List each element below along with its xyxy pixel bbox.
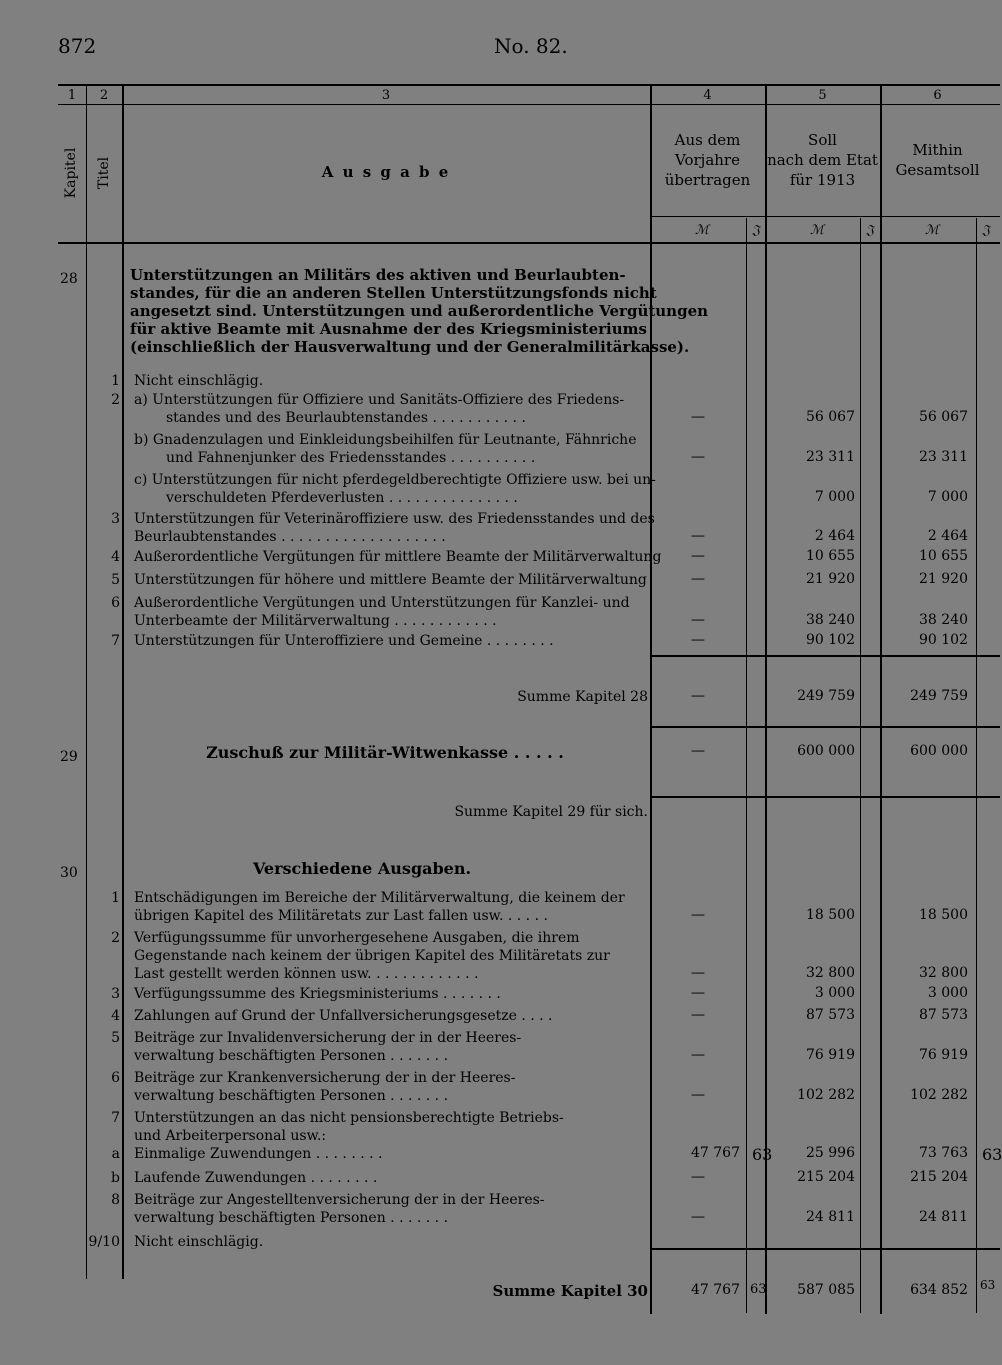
description-line: Außerordentliche Vergütungen für mittlere Beamte der Militärverwaltung xyxy=(134,549,662,565)
unit-pf-6: 𝔍 xyxy=(982,223,990,238)
value-c4: — xyxy=(691,907,705,923)
row-description xyxy=(134,372,263,390)
sum-rule xyxy=(650,655,1000,657)
description-line: Zahlungen auf Grund der Unfallversicherungsgesetze . . . . xyxy=(134,1008,553,1024)
row-description xyxy=(134,594,630,630)
row-description xyxy=(134,471,656,507)
value-c6: 32 800 xyxy=(919,965,968,981)
page-number: 872 xyxy=(58,34,97,58)
value-c4: — xyxy=(691,528,705,544)
value-c5: 24 811 xyxy=(806,1209,855,1225)
value-c6: 7 000 xyxy=(927,489,968,505)
col-num-5: 5 xyxy=(818,88,827,103)
row-description xyxy=(134,929,610,983)
value-c5: 76 919 xyxy=(806,1047,855,1063)
value-c4: — xyxy=(691,449,705,465)
description-line: Beiträge zur Invalidenversicherung der in der Heeres- xyxy=(134,1030,522,1046)
value-c6: 18 500 xyxy=(919,907,968,923)
description-line: Gegenstande nach keinem der übrigen Kapitel des Militäretats zur xyxy=(134,948,610,964)
value-c5: 56 067 xyxy=(806,409,855,425)
sum-c4-pf: 63 xyxy=(750,1282,767,1297)
value-c6: 10 655 xyxy=(919,548,968,564)
description-line: Laufende Zuwendungen . . . . . . . . xyxy=(134,1170,378,1186)
titel-number: 1 xyxy=(111,373,120,389)
kapitel-number: 29 xyxy=(60,749,78,765)
header-col5-line: für 1913 xyxy=(789,171,856,189)
sum-c6-pf: 63 xyxy=(980,1278,996,1292)
description-line: standes und des Beurlaubtenstandes . . . . . . . . . . . xyxy=(166,410,526,426)
header-col6-line: Mithin xyxy=(912,141,963,159)
header-col4-line: Vorjahre xyxy=(675,151,740,169)
pf-divider-6 xyxy=(976,218,977,1313)
col-num-2: 2 xyxy=(99,88,109,103)
col-divider-2 xyxy=(122,84,124,1279)
heading-line: für aktive Beamte mit Ausnahme der des Kriegsministeriums xyxy=(130,320,647,338)
titel-number: 7 xyxy=(111,633,120,649)
value-c6: 73 763 xyxy=(919,1145,968,1161)
description-line: Verfügungssumme des Kriegsministeriums . . . . . . . xyxy=(134,986,501,1002)
value-c4: — xyxy=(691,571,705,587)
value-c4: — xyxy=(691,985,705,1001)
sum-c5: 587 085 xyxy=(797,1282,855,1298)
sum-rule xyxy=(650,726,1000,728)
header-col6-line: Gesamtsoll xyxy=(895,161,980,179)
titel-number: 2 xyxy=(111,392,120,408)
unit-mark-4: ℳ xyxy=(695,223,709,238)
kapitel-number: 30 xyxy=(60,865,78,881)
sum-c6: 249 759 xyxy=(910,688,968,704)
value-c4: — xyxy=(691,1007,705,1023)
sum-rule xyxy=(650,796,1000,798)
row-description xyxy=(134,632,554,650)
value-c6: 56 067 xyxy=(919,409,968,425)
value-c5: 38 240 xyxy=(806,612,855,628)
pf-divider-5 xyxy=(860,218,861,1313)
column-number-rule xyxy=(58,104,1000,105)
titel-number: 3 xyxy=(111,986,120,1002)
sum-rule xyxy=(650,1248,1000,1250)
section-heading xyxy=(130,266,708,356)
row-description xyxy=(134,431,636,467)
sum-label: Summe Kapitel 28 xyxy=(517,689,648,705)
titel-number: 8 xyxy=(111,1192,120,1208)
description-line: verwaltung beschäftigten Personen . . . . . . . xyxy=(134,1048,449,1064)
row-description xyxy=(134,1029,521,1065)
unit-mark-5: ℳ xyxy=(810,223,824,238)
value-c5: 2 464 xyxy=(814,528,855,544)
table-top-rule xyxy=(58,84,1000,86)
value-c5: 18 500 xyxy=(806,907,855,923)
titel-number: 5 xyxy=(111,1030,120,1046)
heading-line: angesetzt sind. Unterstützungen und außerordentliche Vergütungen xyxy=(130,302,709,320)
heading-line: (einschließlich der Hausverwaltung und der Generalmilitärkasse). xyxy=(130,338,690,356)
row-description xyxy=(134,1069,515,1105)
row-description xyxy=(134,1007,553,1025)
row-description xyxy=(134,1145,382,1163)
sum-c4: 47 767 xyxy=(691,1282,740,1298)
heading-line: Unterstützungen an Militärs des aktiven und Beurlaubten- xyxy=(130,266,626,284)
value-c6: 38 240 xyxy=(919,612,968,628)
value-c6: 90 102 xyxy=(919,632,968,648)
header-col5-line: nach dem Etat xyxy=(767,151,878,169)
titel-number: 2 xyxy=(111,930,120,946)
heading-line: standes, für die an anderen Stellen Unterstützungsfonds nicht xyxy=(130,284,657,302)
description-line: und Fahnenjunker des Friedensstandes . . . . . . . . . . xyxy=(166,450,536,466)
value-c6: 102 282 xyxy=(910,1087,968,1103)
titel-number: 4 xyxy=(111,1008,120,1024)
value-c6: 23 311 xyxy=(919,449,968,465)
value-c5: 23 311 xyxy=(806,449,855,465)
description-line: Entschädigungen im Bereiche der Militärverwaltung, die keinem der xyxy=(134,890,625,906)
col-num-1: 1 xyxy=(67,88,77,103)
value-c4: — xyxy=(691,548,705,564)
header-bottom-rule xyxy=(58,242,1000,244)
description-line: Unterstützungen für höhere und mittlere Beamte der Militärverwaltung xyxy=(134,572,647,588)
titel-number: 5 xyxy=(111,572,120,588)
row-description xyxy=(134,391,624,427)
header-col5-line: Soll xyxy=(808,131,837,149)
description-line: b) Gnadenzulagen und Einkleidungsbeihilfen für Leutnante, Fähnriche xyxy=(134,432,637,448)
sum-c5: 249 759 xyxy=(797,688,855,704)
value-c5: 3 000 xyxy=(814,985,855,1001)
value-c4: — xyxy=(691,743,705,759)
value-c4: — xyxy=(691,1087,705,1103)
section-heading: Verschiedene Ausgaben. xyxy=(252,859,472,878)
value-c5: 102 282 xyxy=(797,1087,855,1103)
titel-number: b xyxy=(111,1170,120,1186)
description-line: verschuldeten Pferdeverlusten . . . . . . . . . . . . . . . xyxy=(166,490,518,506)
unit-mark-6: ℳ xyxy=(925,223,939,238)
value-c5: 90 102 xyxy=(806,632,855,648)
titel-number: 6 xyxy=(111,1070,120,1086)
description-line: Unterstützungen für Veterinäroffiziere usw. des Friedensstandes und des xyxy=(134,511,655,527)
titel-number: 4 xyxy=(111,549,120,565)
col-num-4: 4 xyxy=(703,88,712,103)
value-c4: — xyxy=(691,1047,705,1063)
header-kapitel: Kapitel xyxy=(63,147,79,199)
header-col4-line: übertragen xyxy=(664,171,751,189)
row-description xyxy=(134,571,647,589)
row-description xyxy=(134,889,625,925)
value-c4: — xyxy=(691,612,705,628)
description-line: a) Unterstützungen für Offiziere und Sanitäts-Offiziere des Friedens- xyxy=(134,392,625,408)
value-c6-pf: 63 xyxy=(982,1145,1002,1164)
value-c4: 47 767 xyxy=(691,1145,740,1161)
value-c4: — xyxy=(691,409,705,425)
titel-number: 1 xyxy=(111,890,120,906)
kapitel-number: 28 xyxy=(60,271,78,287)
value-c4: — xyxy=(691,965,705,981)
document-number: No. 82. xyxy=(494,34,568,58)
col-num-3: 3 xyxy=(381,88,391,103)
section-heading: Zuschuß zur Militär-Witwenkasse . . . . . xyxy=(206,743,564,762)
row-description xyxy=(134,510,655,546)
header-ausgabe: A u s g a b e xyxy=(321,163,451,181)
row-description xyxy=(134,1233,263,1251)
value-c4-pf: 63 xyxy=(752,1145,773,1164)
row-description xyxy=(134,1109,564,1145)
description-line: verwaltung beschäftigten Personen . . . . . . . xyxy=(134,1210,449,1226)
value-c6: 600 000 xyxy=(910,743,968,759)
value-c6: 87 573 xyxy=(919,1007,968,1023)
titel-number: a xyxy=(111,1146,120,1162)
col-num-6: 6 xyxy=(933,88,942,103)
value-c5: 7 000 xyxy=(814,489,855,505)
description-line: Unterbeamte der Militärverwaltung . . . . . . . . . . . . xyxy=(134,613,497,629)
header-col4-line: Aus dem xyxy=(674,131,741,149)
description-line: übrigen Kapitel des Militäretats zur Last fallen usw. . . . . . xyxy=(134,908,548,924)
description-line: c) Unterstützungen für nicht pferdegeldberechtigte Offiziere usw. bei un- xyxy=(134,472,656,488)
value-c5: 87 573 xyxy=(806,1007,855,1023)
sum-c4: — xyxy=(691,688,705,704)
titel-number: 9/10 xyxy=(88,1234,120,1250)
value-c5: 600 000 xyxy=(797,743,855,759)
titel-number: 3 xyxy=(111,511,120,527)
value-c5: 215 204 xyxy=(797,1169,855,1185)
description-line: Einmalige Zuwendungen . . . . . . . . xyxy=(134,1146,383,1162)
sum-label: Summe Kapitel 29 für sich. xyxy=(454,804,648,820)
description-line: Beiträge zur Angestelltenversicherung der in der Heeres- xyxy=(134,1192,545,1208)
value-c6: 76 919 xyxy=(919,1047,968,1063)
header-col4 xyxy=(650,130,765,190)
row-description xyxy=(134,985,501,1003)
description-line: Außerordentliche Vergütungen und Unterstützungen für Kanzlei- und xyxy=(134,595,630,611)
unit-rule xyxy=(650,216,1000,217)
row-description xyxy=(134,1191,545,1227)
header-titel: Titel xyxy=(96,156,112,190)
value-c6: 21 920 xyxy=(919,571,968,587)
row-description xyxy=(134,548,661,566)
pf-divider-4 xyxy=(746,218,747,1313)
description-line: Nicht einschlägig. xyxy=(134,1234,264,1250)
description-line: Beurlaubtenstandes . . . . . . . . . . . . . . . . . . . xyxy=(134,529,446,545)
sum-c6: 634 852 xyxy=(910,1282,968,1298)
description-line: und Arbeiterpersonal usw.: xyxy=(134,1128,327,1144)
sum-label: Summe Kapitel 30 xyxy=(492,1282,648,1300)
value-c4: — xyxy=(691,632,705,648)
value-c5: 25 996 xyxy=(806,1145,855,1161)
description-line: Last gestellt werden können usw. . . . . . . . . . . . . xyxy=(134,966,479,982)
unit-pf-5: 𝔍 xyxy=(866,223,874,238)
value-c6: 24 811 xyxy=(919,1209,968,1225)
value-c4: — xyxy=(691,1169,705,1185)
titel-number: 7 xyxy=(111,1110,120,1126)
value-c4: — xyxy=(691,1209,705,1225)
col-divider-1 xyxy=(86,84,87,1279)
description-line: Unterstützungen für Unteroffiziere und Gemeine . . . . . . . . xyxy=(134,633,554,649)
description-line: Verfügungssumme für unvorhergesehene Ausgaben, die ihrem xyxy=(134,930,580,946)
description-line: Unterstützungen an das nicht pensionsberechtigte Betriebs- xyxy=(134,1110,564,1126)
value-c6: 2 464 xyxy=(927,528,968,544)
unit-pf-4: 𝔍 xyxy=(752,223,760,238)
titel-number: 6 xyxy=(111,595,120,611)
description-line: verwaltung beschäftigten Personen . . . . . . . xyxy=(134,1088,449,1104)
description-line: Beiträge zur Krankenversicherung der in der Heeres- xyxy=(134,1070,516,1086)
header-col5 xyxy=(765,130,880,190)
value-c5: 32 800 xyxy=(806,965,855,981)
description-line: Nicht einschlägig. xyxy=(134,373,264,389)
value-c6: 215 204 xyxy=(910,1169,968,1185)
row-description xyxy=(134,1169,377,1187)
value-c5: 10 655 xyxy=(806,548,855,564)
header-col6 xyxy=(880,140,995,180)
value-c6: 3 000 xyxy=(927,985,968,1001)
value-c5: 21 920 xyxy=(806,571,855,587)
